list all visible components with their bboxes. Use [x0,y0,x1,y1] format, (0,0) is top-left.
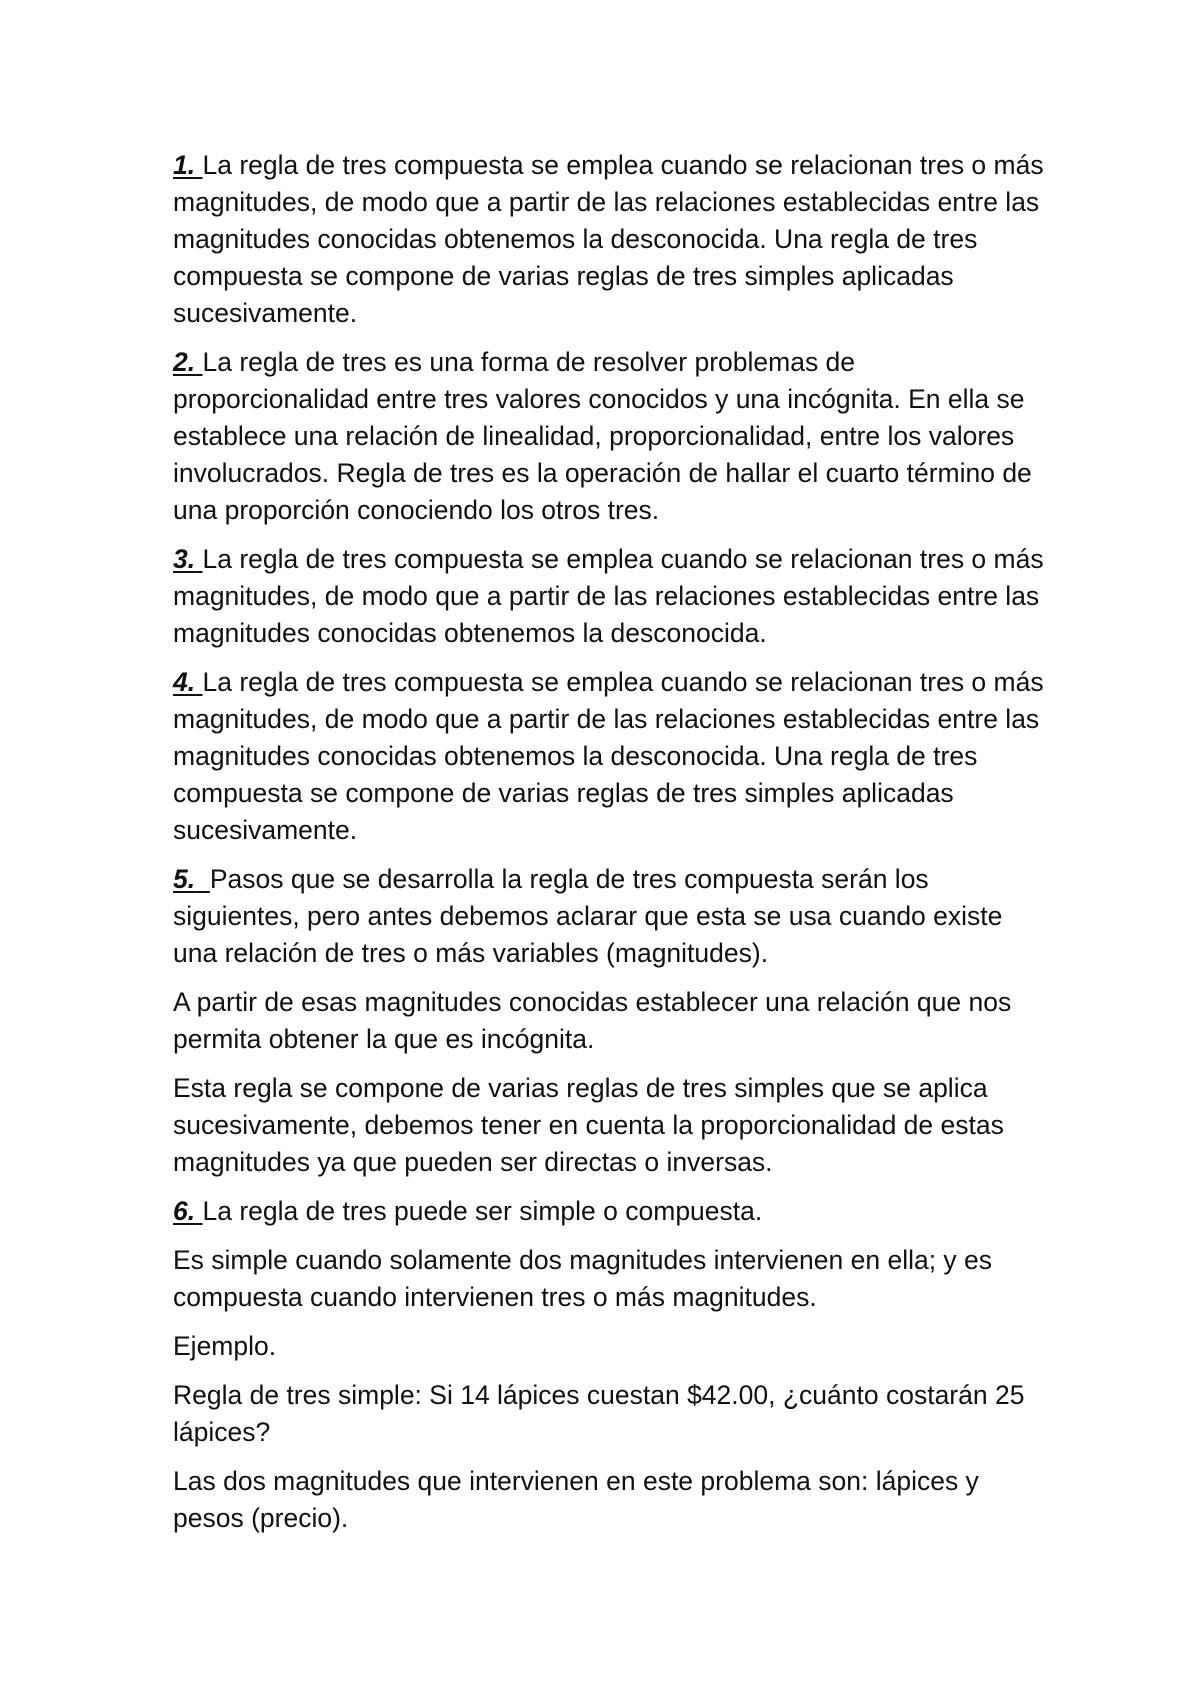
item-number: 4. [173,667,196,697]
paragraph-3 [173,541,1053,652]
paragraph-text: Pasos que se desarrolla la regla de tres compuesta serán los siguientes, pero antes debemos aclarar que esta se usa cuando existe una relación de tres o más variables (magnitudes). [173,864,1003,968]
paragraph-7 [173,1070,1053,1181]
paragraph-1 [173,147,1053,332]
paragraph-text: La regla de tres puede ser simple o compuesta. [202,1196,763,1226]
paragraph-4 [173,664,1053,849]
paragraph-text: Esta regla se compone de varias reglas de tres simples que se aplica sucesivamente, debemos tener en cuenta la proporcionalidad de estas magnitudes ya que pueden ser directas o inversas. [173,1073,1004,1177]
paragraph-text: La regla de tres compuesta se emplea cuando se relacionan tres o más magnitudes, de modo que a partir de las relaciones establecidas entre las magnitudes conocidas obtenemos la desconocida. [173,544,1044,648]
paragraph-9 [173,1242,1053,1316]
paragraph-text: Es simple cuando solamente dos magnitudes intervienen en ella; y es compuesta cuando intervienen tres o más magnitudes. [173,1245,993,1312]
document-page [173,147,1053,1549]
item-number-space [195,864,210,894]
paragraph-8 [173,1193,1053,1230]
item-number: 3. [173,544,196,574]
item-number: 5. [173,864,196,894]
paragraph-text: La regla de tres compuesta se emplea cuando se relacionan tres o más magnitudes, de modo que a partir de las relaciones establecidas entre las magnitudes conocidas obtenemos la desconocida. Una regla de tres compuesta se compone de varias reglas de tres simples aplicadas sucesivamente. [173,150,1044,328]
paragraph-6 [173,984,1053,1058]
item-number: 2. [173,347,196,377]
paragraph-2 [173,344,1053,529]
paragraph-text: La regla de tres es una forma de resolver problemas de proporcionalidad entre tres valores conocidos y una incógnita. En ella se establece una relación de linealidad, proporcionalidad, entre los valores involucrados. Regla de tres es la operación de hallar el cuarto término de una proporción conociendo los otros tres. [173,347,1032,525]
item-number: 1. [173,150,196,180]
paragraph-12 [173,1463,1053,1537]
paragraph-5 [173,861,1053,972]
paragraph-text: A partir de esas magnitudes conocidas establecer una relación que nos permita obtener la que es incógnita. [173,987,1012,1054]
paragraph-text: Ejemplo. [173,1331,277,1361]
paragraph-text: Las dos magnitudes que intervienen en este problema son: lápices y pesos (precio). [173,1466,979,1533]
paragraph-text: Regla de tres simple: Si 14 lápices cuestan $42.00, ¿cuánto costarán 25 lápices? [173,1380,1025,1447]
paragraph-text: La regla de tres compuesta se emplea cuando se relacionan tres o más magnitudes, de modo que a partir de las relaciones establecidas entre las magnitudes conocidas obtenemos la desconocida. Una regla de tres compuesta se compone de varias reglas de tres simples aplicadas sucesivamente. [173,667,1044,845]
paragraph-10 [173,1328,1053,1365]
item-number: 6. [173,1196,196,1226]
paragraph-11 [173,1377,1053,1451]
